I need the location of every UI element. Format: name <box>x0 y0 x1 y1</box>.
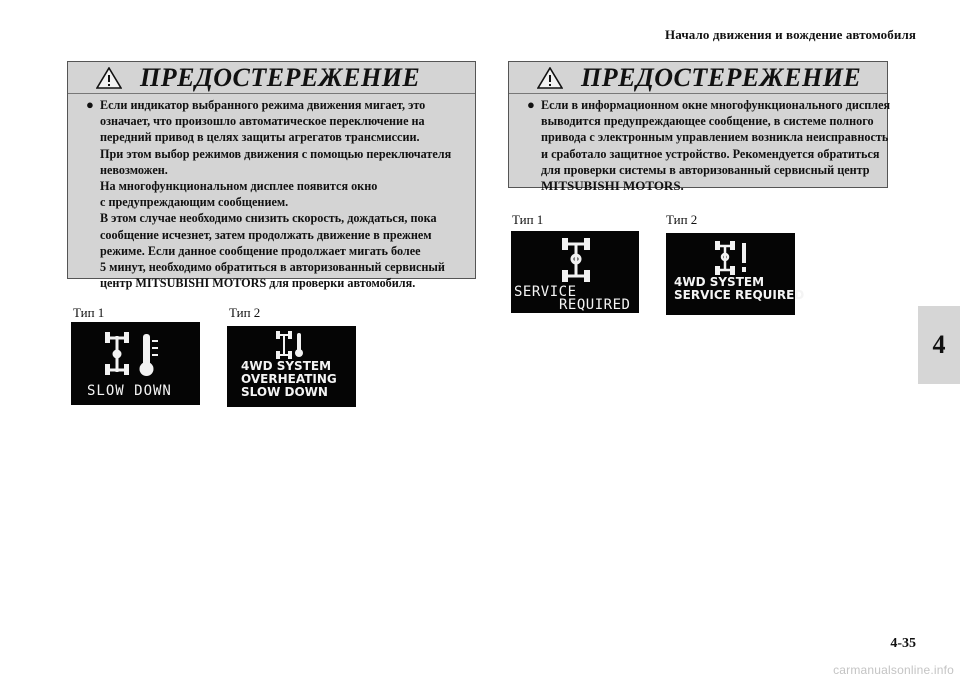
chapter-tab: 4 <box>918 306 960 384</box>
warning-line: и сработало защитное устройство. Рекомендуется обратиться <box>541 146 880 161</box>
warning-text <box>100 97 451 291</box>
warning-header <box>509 62 887 94</box>
warning-title: ПРЕДОСТЕРЕЖЕНИЕ <box>140 63 421 92</box>
type2-label: Тип 2 <box>666 212 698 227</box>
type1-label: Тип 1 <box>512 212 544 227</box>
warning-triangle-icon <box>537 67 563 89</box>
warning-box-left <box>67 61 476 291</box>
bullet-icon: ● <box>527 97 535 112</box>
drivetrain-warning-icon <box>714 241 750 275</box>
display-type1-slow-down <box>71 322 200 405</box>
display-type1-service-required <box>511 231 639 313</box>
warning-line: 5 минут, необходимо обратиться в авторизованный сервисный <box>100 260 445 275</box>
page-number: 4-35 <box>890 636 916 651</box>
warning-line: передний привод в целях защиты агрегатов трансмиссии. <box>100 130 420 145</box>
warning-line: Если в информационном окне многофункционального дисплея <box>541 98 891 112</box>
warning-line: означает, что произошло автоматическое переключение на <box>100 114 425 129</box>
warning-text <box>541 97 890 194</box>
display-type2-service-required <box>666 233 805 315</box>
display-message: SLOW DOWN <box>87 383 172 399</box>
warning-line: На многофункциональном дисплее появится окно <box>100 179 378 194</box>
display-message-line: SLOW DOWN <box>241 385 328 399</box>
display-message-line: 4WD SYSTEM <box>674 275 765 289</box>
drivetrain-temperature-icon <box>275 331 307 359</box>
display-message-line: SERVICE <box>514 284 577 300</box>
warning-body <box>509 94 891 200</box>
warning-line: привода с электронным управлением возникла неисправность <box>541 130 889 145</box>
display-message-line: REQUIRED <box>559 297 631 313</box>
warning-line: выводится предупреждающее сообщение, в системе полного <box>541 114 874 129</box>
warning-line: Если индикатор выбранного режима движения мигает, это <box>100 98 426 112</box>
warning-body <box>68 94 475 297</box>
warning-line: с предупреждающим сообщением. <box>100 195 289 210</box>
warning-line: невозможен. <box>100 162 168 177</box>
watermark: carmanualsonline.info <box>833 663 954 677</box>
drivetrain-warning-icon <box>561 237 591 283</box>
warning-title: ПРЕДОСТЕРЕЖЕНИЕ <box>581 63 862 92</box>
warning-line: В этом случае необходимо снизить скорость, дождаться, пока <box>100 211 437 226</box>
display-message-line: SERVICE REQUIRED <box>674 288 805 302</box>
warning-header <box>68 62 475 94</box>
warning-line: MITSUBISHI MOTORS. <box>541 178 684 194</box>
warning-line: центр MITSUBISHI MOTORS для проверки автомобиля. <box>100 276 416 291</box>
running-header: Начало движения и вождение автомобиля <box>665 27 916 42</box>
type2-label: Тип 2 <box>229 305 261 320</box>
type1-label: Тип 1 <box>73 305 105 320</box>
warning-line: При этом выбор режимов движения с помощью переключателя <box>100 146 452 161</box>
display-type2-overheating <box>227 326 356 407</box>
drivetrain-temperature-icon <box>103 330 173 378</box>
warning-line: режиме. Если данное сообщение продолжает мигать более <box>100 243 421 258</box>
bullet-icon: ● <box>86 97 94 112</box>
display-message-line: 4WD SYSTEM <box>241 359 332 373</box>
warning-triangle-icon <box>96 67 122 89</box>
warning-line: для проверки системы в авторизованный сервисный центр <box>541 162 870 177</box>
warning-box-right <box>508 61 891 194</box>
warning-line: сообщение исчезнет, затем продолжать движение в прежнем <box>100 227 432 242</box>
display-message-line: OVERHEATING <box>241 372 337 386</box>
